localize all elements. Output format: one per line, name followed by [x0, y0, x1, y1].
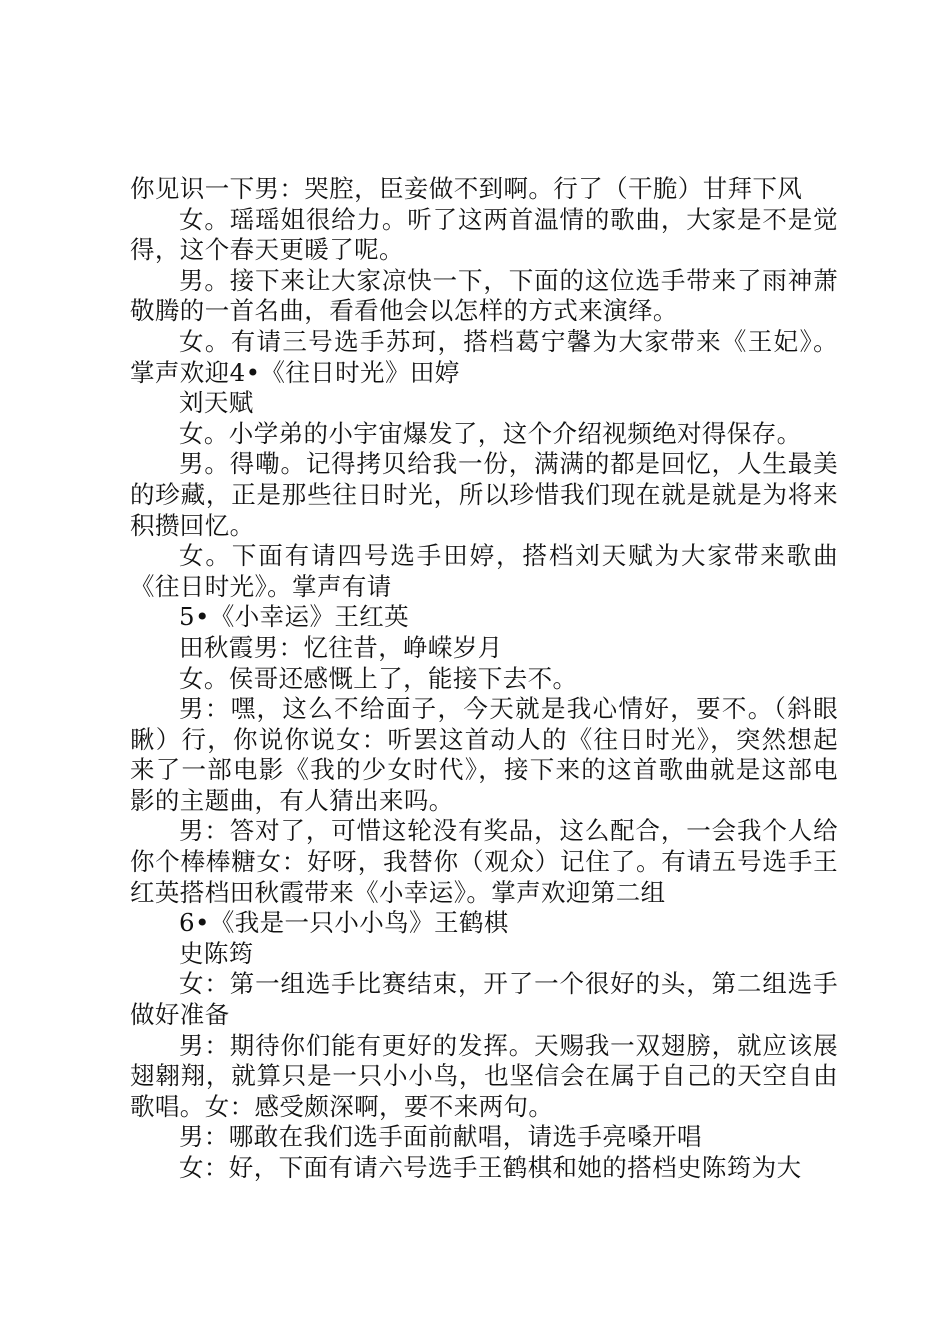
paragraph: 5•《小幸运》王红英 [179, 602, 410, 632]
paragraph: 男：答对了，可惜这轮没有奖品，这么配合，一会我个人给你个棒棒糖女：好呀，我替你（观众）记住了。有请五号选手王红英搭档田秋霞带来《小幸运》。掌声欢迎第二组 [130, 816, 838, 907]
paragraph: 女：好，下面有请六号选手王鹤棋和她的搭档史陈筠为大 [179, 1153, 802, 1182]
paragraph: 男：哪敢在我们选手面前献唱，请选手亮嗓开唱 [179, 1122, 702, 1152]
paragraph: 女。下面有请四号选手田婷，搭档刘天赋为大家带来歌曲《往日时光》。掌声有请 [130, 541, 838, 601]
paragraph: 田秋霞男：忆往昔，峥嵘岁月 [179, 632, 503, 662]
paragraph: 6•《我是一只小小鸟》王鹤棋 [179, 908, 509, 938]
paragraph: 女。瑶瑶姐很给力。听了这两首温情的歌曲，大家是不是觉得，这个春天更暖了呢。 [130, 204, 838, 265]
paragraph: 女。有请三号选手苏珂，搭档葛宁馨为大家带来《王妃》。掌声欢迎4•《往日时光》田婷 [130, 326, 838, 387]
paragraph: 女。小学弟的小宇宙爆发了，这个介绍视频绝对得保存。 [179, 418, 802, 448]
paragraph: 男。接下来让大家凉快一下，下面的这位选手带来了雨神萧敬腾的一首名曲，看看他会以怎样的方式来演绎。 [130, 265, 838, 326]
paragraph: 女：第一组选手比赛结束，开了一个很好的头，第二组选手做好准备 [130, 969, 838, 1030]
paragraph: 男：期待你们能有更好的发挥。天赐我一双翅膀，就应该展翅翱翔，就算只是一只小小鸟，也坚信会在属于自己的天空自由歌唱。女：感受颇深啊，要不来两句。 [130, 1030, 838, 1121]
paragraph: 男。得嘞。记得拷贝给我一份，满满的都是回忆，人生最美的珍藏，正是那些往日时光，所以珍惜我们现在就是就是为将来积攒回忆。 [130, 449, 838, 540]
paragraph: 史陈筠 [179, 938, 254, 968]
paragraph: 女。侯哥还感慨上了，能接下去不。 [179, 663, 578, 693]
document-body [130, 174, 838, 1184]
paragraph: 刘天赋 [179, 388, 254, 418]
paragraph: 你见识一下男：哭腔，臣妾做不到啊。行了（干脆）甘拜下风 [130, 174, 803, 203]
paragraph: 男：嘿，这么不给面子，今天就是我心情好，要不。（斜眼瞅）行，你说你说女：听罢这首动人的《往日时光》，突然想起来了一部电影《我的少女时代》，接下来的这首歌曲就是这部电影的主题曲，有人猜出来吗。 [130, 694, 838, 815]
